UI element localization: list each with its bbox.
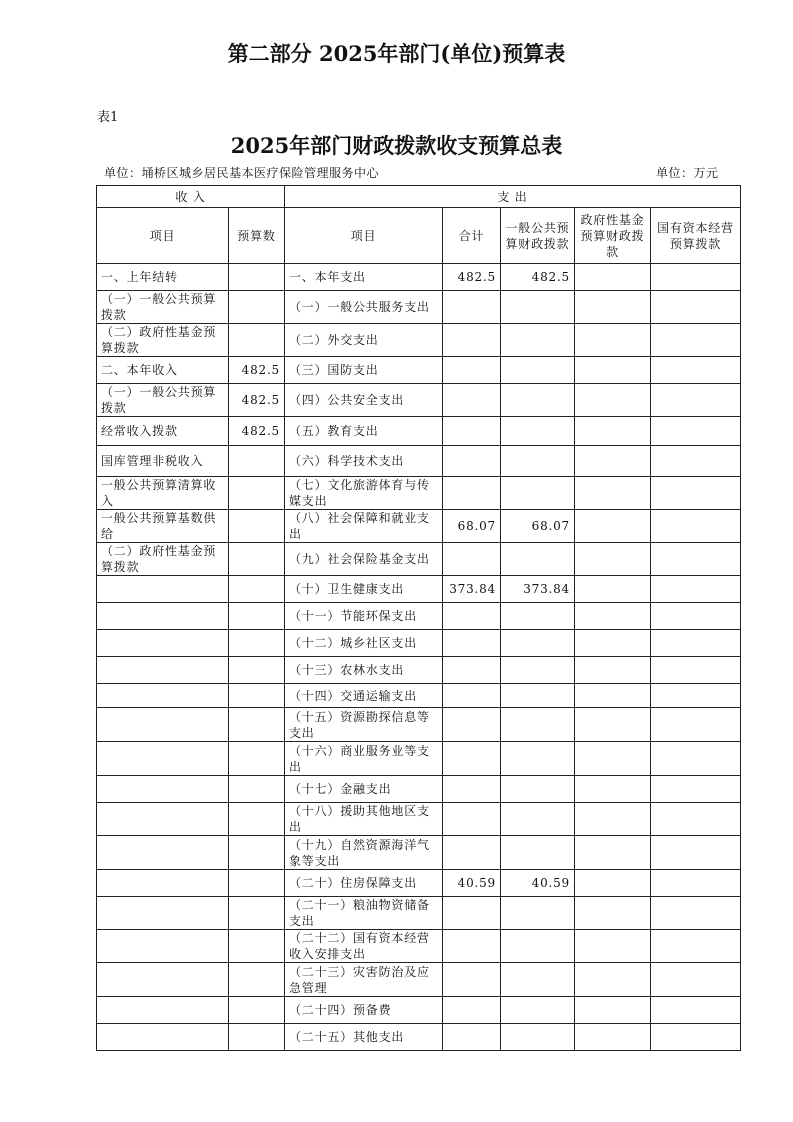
general-public-amount: 68.07 (501, 510, 575, 543)
general-public-amount (501, 384, 575, 417)
total-amount (443, 963, 501, 997)
income-item (97, 576, 229, 603)
income-item: 一般公共预算基数供给 (97, 510, 229, 543)
total-amount (443, 1024, 501, 1051)
income-amount (229, 776, 285, 803)
total-amount (443, 803, 501, 836)
expense-item: （二十三）灾害防治及应急管理 (285, 963, 443, 997)
expense-item: （二十四）预备费 (285, 997, 443, 1024)
total-amount (443, 897, 501, 930)
state-capital-amount (651, 836, 741, 870)
expense-item: （十四）交通运输支出 (285, 684, 443, 708)
general-public-amount (501, 446, 575, 477)
income-item (97, 603, 229, 630)
total-amount (443, 742, 501, 776)
gov-fund-amount (575, 897, 651, 930)
expense-section-header: 支 出 (285, 186, 741, 208)
income-item: （一）一般公共预算拨款 (97, 384, 229, 417)
state-capital-amount (651, 742, 741, 776)
income-amount (229, 446, 285, 477)
expense-item: （二）外交支出 (285, 324, 443, 357)
income-item (97, 684, 229, 708)
total-amount: 373.84 (443, 576, 501, 603)
income-amount: 482.5 (229, 384, 285, 417)
gov-fund-amount (575, 477, 651, 510)
total-amount (443, 417, 501, 446)
state-capital-amount (651, 630, 741, 657)
total-amount (443, 776, 501, 803)
total-amount (443, 930, 501, 963)
total-amount (443, 684, 501, 708)
income-amount: 482.5 (229, 417, 285, 446)
income-amount (229, 708, 285, 742)
gov-fund-amount (575, 657, 651, 684)
general-public-amount: 482.5 (501, 264, 575, 291)
state-capital-amount (651, 930, 741, 963)
income-amount (229, 742, 285, 776)
total-amount (443, 997, 501, 1024)
income-item: 国库管理非税收入 (97, 446, 229, 477)
gov-fund-amount (575, 264, 651, 291)
general-public-amount (501, 803, 575, 836)
unit-organization: 单位：埇桥区城乡居民基本医疗保险管理服务中心 (104, 166, 380, 180)
expense-item: （一）一般公共服务支出 (285, 291, 443, 324)
income-item: （二）政府性基金预算拨款 (97, 324, 229, 357)
table-row (97, 357, 741, 384)
gov-fund-amount (575, 384, 651, 417)
table-body (97, 264, 741, 1051)
table-row (97, 836, 741, 870)
table-row (97, 510, 741, 543)
gov-fund-amount (575, 997, 651, 1024)
table-row (97, 543, 741, 576)
table-row (97, 657, 741, 684)
income-item (97, 870, 229, 897)
gov-fund-amount (575, 1024, 651, 1051)
state-capital-amount (651, 657, 741, 684)
expense-item: （四）公共安全支出 (285, 384, 443, 417)
general-public-amount: 40.59 (501, 870, 575, 897)
state-capital-amount (651, 543, 741, 576)
general-public-amount (501, 324, 575, 357)
income-item: 一、上年结转 (97, 264, 229, 291)
expense-item: （八）社会保障和就业支出 (285, 510, 443, 543)
general-public-amount (501, 543, 575, 576)
state-capital-amount (651, 803, 741, 836)
gov-fund-amount (575, 776, 651, 803)
gov-fund-amount (575, 603, 651, 630)
general-public-amount (501, 963, 575, 997)
total-amount (443, 477, 501, 510)
state-capital-amount (651, 963, 741, 997)
general-public-amount (501, 630, 575, 657)
table-row (97, 963, 741, 997)
table-row (97, 776, 741, 803)
page-heading: 第二部分 2025年部门(单位)预算表 (227, 41, 566, 66)
table-row (97, 997, 741, 1024)
income-amount (229, 803, 285, 836)
income-item (97, 1024, 229, 1051)
expense-item: （九）社会保险基金支出 (285, 543, 443, 576)
table-row (97, 603, 741, 630)
expense-item: （十七）金融支出 (285, 776, 443, 803)
expense-item: （十）卫生健康支出 (285, 576, 443, 603)
col-income-item: 项目 (97, 208, 229, 264)
state-capital-amount (651, 384, 741, 417)
general-public-amount (501, 357, 575, 384)
state-capital-amount (651, 510, 741, 543)
col-income-budget: 预算数 (229, 208, 285, 264)
income-amount (229, 510, 285, 543)
general-public-amount (501, 836, 575, 870)
state-capital-amount (651, 446, 741, 477)
col-state-capital: 国有资本经营预算拨款 (651, 208, 741, 264)
income-item: （二）政府性基金预算拨款 (97, 543, 229, 576)
gov-fund-amount (575, 930, 651, 963)
general-public-amount (501, 897, 575, 930)
general-public-amount (501, 708, 575, 742)
general-public-amount (501, 997, 575, 1024)
table-row (97, 742, 741, 776)
income-item (97, 630, 229, 657)
state-capital-amount (651, 264, 741, 291)
table-row (97, 803, 741, 836)
gov-fund-amount (575, 357, 651, 384)
expense-item: （五）教育支出 (285, 417, 443, 446)
table-row (97, 384, 741, 417)
general-public-amount (501, 930, 575, 963)
total-amount: 482.5 (443, 264, 501, 291)
state-capital-amount (651, 1024, 741, 1051)
income-item (97, 803, 229, 836)
expense-item: （二十五）其他支出 (285, 1024, 443, 1051)
income-amount (229, 576, 285, 603)
general-public-amount (501, 477, 575, 510)
expense-item: （十三）农林水支出 (285, 657, 443, 684)
income-section-header: 收 入 (97, 186, 285, 208)
gov-fund-amount (575, 630, 651, 657)
income-item (97, 657, 229, 684)
income-amount (229, 997, 285, 1024)
table-row (97, 417, 741, 446)
expense-item: （三）国防支出 (285, 357, 443, 384)
state-capital-amount (651, 603, 741, 630)
expense-item: （二十）住房保障支出 (285, 870, 443, 897)
col-total: 合计 (443, 208, 501, 264)
gov-fund-amount (575, 291, 651, 324)
gov-fund-amount (575, 446, 651, 477)
income-amount (229, 897, 285, 930)
total-amount (443, 291, 501, 324)
total-amount (443, 836, 501, 870)
state-capital-amount (651, 997, 741, 1024)
total-amount (443, 708, 501, 742)
state-capital-amount (651, 870, 741, 897)
income-item (97, 776, 229, 803)
col-expense-item: 项目 (285, 208, 443, 264)
income-amount (229, 543, 285, 576)
total-amount (443, 446, 501, 477)
general-public-amount (501, 776, 575, 803)
income-amount (229, 324, 285, 357)
income-amount (229, 291, 285, 324)
gov-fund-amount (575, 836, 651, 870)
income-item: 经常收入拨款 (97, 417, 229, 446)
general-public-amount (501, 603, 575, 630)
table-number: 表1 (97, 110, 119, 125)
general-public-amount (501, 291, 575, 324)
gov-fund-amount (575, 576, 651, 603)
state-capital-amount (651, 776, 741, 803)
expense-item: （十九）自然资源海洋气象等支出 (285, 836, 443, 870)
total-amount (443, 603, 501, 630)
income-amount (229, 630, 285, 657)
state-capital-amount (651, 576, 741, 603)
income-item (97, 963, 229, 997)
expense-item: （十二）城乡社区支出 (285, 630, 443, 657)
income-item: 二、本年收入 (97, 357, 229, 384)
income-item (97, 997, 229, 1024)
table-row (97, 1024, 741, 1051)
general-public-amount: 373.84 (501, 576, 575, 603)
expense-item: （十一）节能环保支出 (285, 603, 443, 630)
col-general-public: 一般公共预算财政拨款 (501, 208, 575, 264)
table-row (97, 930, 741, 963)
income-amount (229, 477, 285, 510)
total-amount: 68.07 (443, 510, 501, 543)
expense-item: （七）文化旅游体育与传媒支出 (285, 477, 443, 510)
col-gov-fund: 政府性基金预算财政拨款 (575, 208, 651, 264)
total-amount (443, 543, 501, 576)
state-capital-amount (651, 417, 741, 446)
income-item (97, 708, 229, 742)
gov-fund-amount (575, 870, 651, 897)
income-item: 一般公共预算清算收入 (97, 477, 229, 510)
income-item (97, 930, 229, 963)
general-public-amount (501, 417, 575, 446)
state-capital-amount (651, 357, 741, 384)
gov-fund-amount (575, 963, 651, 997)
table-row (97, 684, 741, 708)
total-amount (443, 357, 501, 384)
state-capital-amount (651, 477, 741, 510)
gov-fund-amount (575, 543, 651, 576)
state-capital-amount (651, 291, 741, 324)
table-row (97, 630, 741, 657)
general-public-amount (501, 742, 575, 776)
income-item (97, 742, 229, 776)
gov-fund-amount (575, 708, 651, 742)
income-item: （一）一般公共预算拨款 (97, 291, 229, 324)
total-amount (443, 384, 501, 417)
general-public-amount (501, 1024, 575, 1051)
income-amount: 482.5 (229, 357, 285, 384)
table-title: 2025年部门财政拨款收支预算总表 (230, 133, 563, 158)
expense-item: （十八）援助其他地区支出 (285, 803, 443, 836)
income-amount (229, 870, 285, 897)
table-row (97, 897, 741, 930)
expense-item: （二十二）国有资本经营收入安排支出 (285, 930, 443, 963)
table-row (97, 291, 741, 324)
income-amount (229, 657, 285, 684)
expense-item: （十六）商业服务业等支出 (285, 742, 443, 776)
expense-item: （二十一）粮油物资储备支出 (285, 897, 443, 930)
income-amount (229, 836, 285, 870)
general-public-amount (501, 684, 575, 708)
income-amount (229, 930, 285, 963)
total-amount: 40.59 (443, 870, 501, 897)
income-amount (229, 603, 285, 630)
state-capital-amount (651, 708, 741, 742)
expense-item: （六）科学技术支出 (285, 446, 443, 477)
state-capital-amount (651, 324, 741, 357)
income-amount (229, 963, 285, 997)
table-row (97, 576, 741, 603)
table-row (97, 477, 741, 510)
gov-fund-amount (575, 742, 651, 776)
gov-fund-amount (575, 417, 651, 446)
unit-money: 单位：万元 (656, 166, 719, 180)
state-capital-amount (651, 684, 741, 708)
total-amount (443, 657, 501, 684)
income-item (97, 836, 229, 870)
gov-fund-amount (575, 324, 651, 357)
income-amount (229, 684, 285, 708)
budget-table (96, 185, 741, 1051)
state-capital-amount (651, 897, 741, 930)
income-amount (229, 1024, 285, 1051)
table-row (97, 324, 741, 357)
income-amount (229, 264, 285, 291)
expense-item: （十五）资源勘探信息等支出 (285, 708, 443, 742)
income-item (97, 897, 229, 930)
gov-fund-amount (575, 803, 651, 836)
general-public-amount (501, 657, 575, 684)
table-row (97, 870, 741, 897)
gov-fund-amount (575, 684, 651, 708)
total-amount (443, 324, 501, 357)
total-amount (443, 630, 501, 657)
table-row (97, 708, 741, 742)
table-row (97, 446, 741, 477)
expense-item: 一、本年支出 (285, 264, 443, 291)
gov-fund-amount (575, 510, 651, 543)
table-row (97, 264, 741, 291)
